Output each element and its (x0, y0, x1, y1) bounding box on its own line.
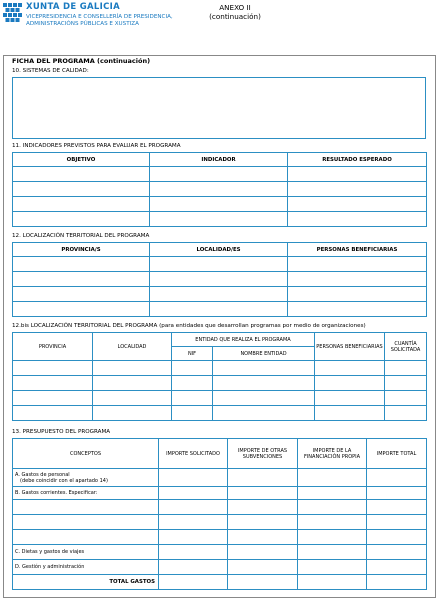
input-cell[interactable] (288, 182, 427, 197)
table-row (13, 287, 427, 302)
objetivo-header: OBJETIVO (13, 153, 150, 167)
section-12-title: 12. LOCALIZACIÓN TERRITORIAL DEL PROGRAMA (12, 233, 150, 239)
budget-row-total (13, 575, 427, 590)
document-header (0, 0, 440, 52)
input-cell[interactable] (13, 212, 150, 227)
input-cell[interactable] (13, 515, 159, 530)
input-cell[interactable] (228, 515, 298, 530)
input-cell[interactable] (159, 530, 228, 545)
input-cell[interactable] (298, 530, 367, 545)
table-row (13, 302, 427, 317)
brand-name: XUNTA DE GALICIA (26, 2, 120, 12)
importe-solicitado-header: IMPORTE SOLICITADO (159, 439, 228, 469)
personas-header: PERSONAS BENEFICIARIAS (315, 333, 385, 361)
input-cell[interactable] (288, 272, 427, 287)
location-organizations-table (12, 332, 427, 421)
input-cell[interactable] (13, 167, 150, 182)
input-cell[interactable] (213, 406, 315, 421)
location-table (12, 242, 427, 317)
input-cell[interactable] (13, 197, 150, 212)
input-cell[interactable] (228, 530, 298, 545)
nombre-entidad-header: NOMBRE ENTIDAD (213, 347, 315, 361)
concept-label (13, 469, 159, 487)
annex-heading (0, 3, 440, 21)
input-cell[interactable] (13, 361, 93, 376)
table-row (13, 182, 427, 197)
section-12bis-title: 12.bis LOCALIZACIÓN TERRITORIAL DEL PROGRAMA (para entidades que desarrollan programas por medio de organizaciones) (12, 323, 366, 329)
entidad-header: ENTIDAD QUE REALIZA EL PROGRAMA (172, 333, 315, 347)
input-cell[interactable] (150, 287, 288, 302)
input-cell[interactable] (13, 182, 150, 197)
input-cell[interactable] (13, 376, 93, 391)
table-row (13, 197, 427, 212)
input-cell[interactable] (367, 515, 427, 530)
input-cell[interactable] (367, 575, 427, 590)
input-cell[interactable] (298, 560, 367, 575)
input-cell[interactable] (150, 197, 288, 212)
input-cell[interactable] (298, 487, 367, 500)
input-cell[interactable] (385, 391, 427, 406)
input-cell[interactable] (385, 361, 427, 376)
cuantia-header: CUANTÍA SOLICITADA (385, 333, 427, 361)
input-cell[interactable] (159, 487, 228, 500)
table-row (13, 406, 427, 421)
input-cell[interactable] (367, 560, 427, 575)
section-10-title: 10. SISTEMAS DE CALIDAD: (12, 68, 89, 74)
input-cell[interactable] (288, 287, 427, 302)
input-cell[interactable] (13, 257, 150, 272)
input-cell[interactable] (213, 361, 315, 376)
input-cell[interactable] (150, 302, 288, 317)
input-cell[interactable] (150, 167, 288, 182)
input-cell[interactable] (93, 391, 172, 406)
input-cell[interactable] (159, 545, 228, 560)
budget-row-personnel (13, 469, 427, 487)
input-cell[interactable] (228, 469, 298, 487)
input-cell[interactable] (228, 575, 298, 590)
input-cell[interactable] (367, 545, 427, 560)
importe-propia-header: IMPORTE DE LA FINANCIACIÓN PROPIA (298, 439, 367, 469)
input-cell[interactable] (213, 376, 315, 391)
input-cell[interactable] (13, 272, 150, 287)
input-cell[interactable] (159, 515, 228, 530)
row-d-label: D. Gestión y administración (13, 560, 159, 575)
table-row (13, 361, 427, 376)
table-row (13, 212, 427, 227)
budget-table (12, 438, 427, 590)
input-cell[interactable] (298, 500, 367, 515)
department-line-2: ADMINISTRACIÓNS PÚBLICAS E XUSTIZA (26, 21, 139, 27)
indicador-header: INDICADOR (150, 153, 288, 167)
input-cell[interactable] (13, 406, 93, 421)
input-cell[interactable] (159, 469, 228, 487)
input-cell[interactable] (298, 545, 367, 560)
input-cell[interactable] (93, 376, 172, 391)
row-b-label: B. Gastos corrientes. Especificar: (13, 487, 159, 500)
input-cell[interactable] (228, 560, 298, 575)
input-cell[interactable] (13, 500, 159, 515)
input-cell[interactable] (298, 515, 367, 530)
input-cell[interactable] (288, 197, 427, 212)
conceptos-header: CONCEPTOS (13, 439, 159, 469)
table-row (13, 530, 427, 545)
input-cell[interactable] (288, 302, 427, 317)
input-cell[interactable] (159, 575, 228, 590)
annex-title: ANEXO II (219, 3, 251, 12)
input-cell[interactable] (150, 212, 288, 227)
input-cell[interactable] (367, 500, 427, 515)
input-cell[interactable] (367, 469, 427, 487)
input-cell[interactable] (288, 212, 427, 227)
section-11-title: 11. INDICADORES PREVISTOS PARA EVALUAR EL PROGRAMA (12, 143, 181, 149)
budget-row-management (13, 560, 427, 575)
table-row (13, 376, 427, 391)
input-cell[interactable] (315, 406, 385, 421)
annex-subtitle: (continuación) (209, 12, 261, 21)
budget-row-travel (13, 545, 427, 560)
table-row (13, 500, 427, 515)
table-row (13, 515, 427, 530)
input-cell[interactable] (288, 257, 427, 272)
input-cell[interactable] (298, 469, 367, 487)
table-row (13, 167, 427, 182)
localidad-header: LOCALIDAD/ES (150, 243, 288, 257)
table-row (13, 257, 427, 272)
input-cell[interactable] (172, 361, 213, 376)
input-cell[interactable] (315, 361, 385, 376)
input-cell[interactable] (13, 530, 159, 545)
program-form (3, 55, 436, 598)
input-cell[interactable] (93, 361, 172, 376)
nif-header: NIF (172, 347, 213, 361)
budget-row-current (13, 487, 427, 500)
form-title: FICHA DEL PROGRAMA (continuación) (12, 57, 151, 65)
input-cell[interactable] (150, 257, 288, 272)
input-cell[interactable] (228, 545, 298, 560)
provincia-header: PROVINCIA (13, 333, 93, 361)
input-cell[interactable] (172, 391, 213, 406)
total-gastos-label: TOTAL GASTOS (13, 575, 159, 590)
input-cell[interactable] (228, 500, 298, 515)
input-cell[interactable] (385, 376, 427, 391)
table-row (13, 272, 427, 287)
provincia-header: PROVINCIA/S (13, 243, 150, 257)
input-cell[interactable] (159, 560, 228, 575)
input-cell[interactable] (172, 376, 213, 391)
input-cell[interactable] (150, 182, 288, 197)
input-cell[interactable] (315, 376, 385, 391)
input-cell[interactable] (13, 302, 150, 317)
indicators-table (12, 152, 427, 227)
input-cell[interactable] (298, 575, 367, 590)
table-row (13, 391, 427, 406)
importe-total-header: IMPORTE TOTAL (367, 439, 427, 469)
section-13-title: 13. PRESUPUESTO DEL PROGRAMA (12, 429, 111, 435)
input-cell[interactable] (93, 406, 172, 421)
input-cell[interactable] (367, 487, 427, 500)
input-cell[interactable] (385, 406, 427, 421)
importe-otras-header: IMPORTE DE OTRAS SUBVENCIONES (228, 439, 298, 469)
input-cell[interactable] (367, 530, 427, 545)
resultado-header: RESULTADO ESPERADO (288, 153, 427, 167)
input-cell[interactable] (288, 167, 427, 182)
input-cell[interactable] (213, 391, 315, 406)
row-a-label: A. Gastos de personal (15, 471, 70, 478)
quality-systems-field[interactable] (12, 77, 426, 139)
input-cell[interactable] (159, 500, 228, 515)
personas-header: PERSONAS BENEFICIARIAS (288, 243, 427, 257)
input-cell[interactable] (150, 272, 288, 287)
input-cell[interactable] (13, 391, 93, 406)
input-cell[interactable] (228, 487, 298, 500)
input-cell[interactable] (172, 406, 213, 421)
input-cell[interactable] (315, 391, 385, 406)
localidad-header: LOCALIDAD (93, 333, 172, 361)
row-c-label: C. Dietas y gastos de viajes (13, 545, 159, 560)
input-cell[interactable] (13, 287, 150, 302)
row-a-note: (debe coincidir con el apartado 14) (20, 477, 108, 484)
department-line-1: VICEPRESIDENCIA E CONSELLERÍA DE PRESIDENCIA, (26, 14, 173, 20)
